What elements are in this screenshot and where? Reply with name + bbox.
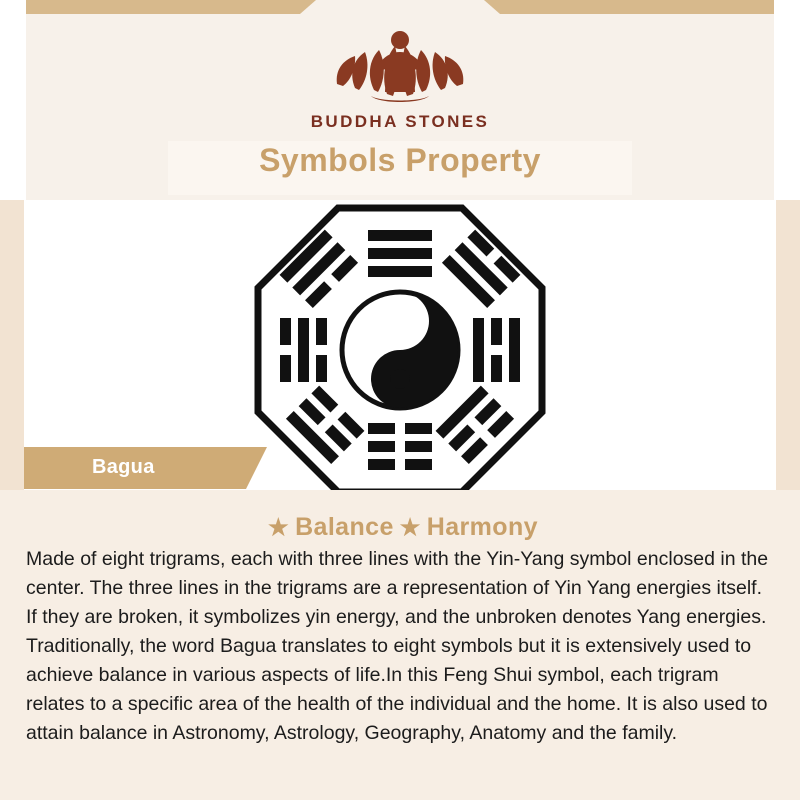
tagline [0, 513, 800, 542]
brand-logo [0, 22, 800, 132]
tagline-harmony: Harmony [426, 513, 538, 541]
top-bar-right [500, 0, 800, 14]
tagline-balance: Balance [295, 513, 394, 541]
star-icon-left: ★ [268, 514, 290, 540]
brand-name: BUDDHA STONES [310, 112, 490, 131]
symbol-label: Bagua [92, 456, 155, 478]
top-bar-left [0, 0, 300, 14]
side-stripe-left [0, 200, 24, 490]
lotus-meditation-icon [325, 22, 475, 108]
bagua-yin-yang-icon [250, 200, 550, 500]
star-icon-right: ★ [399, 514, 421, 540]
symbol-description: Made of eight trigrams, each with three lines with the Yin-Yang symbol enclosed in the center. The three lines in the trigrams are a representation of Yin Yang energies itself. If they are broken, it symbolizes yin energy, and the unbroken denotes Yang energies. Traditionally, the word Bagua translates to eight symbols but it is extensively used to achieve balance in various aspects of life.In this Feng Shui symbol, each trigram relates to a specific area of the health of the individual and the home. It is also used to attain balance in Astronomy, Astrology, Geography, Anatomy and the family. [26, 548, 769, 744]
side-stripe-right [776, 200, 800, 490]
page-title: Symbols Property [259, 142, 541, 178]
